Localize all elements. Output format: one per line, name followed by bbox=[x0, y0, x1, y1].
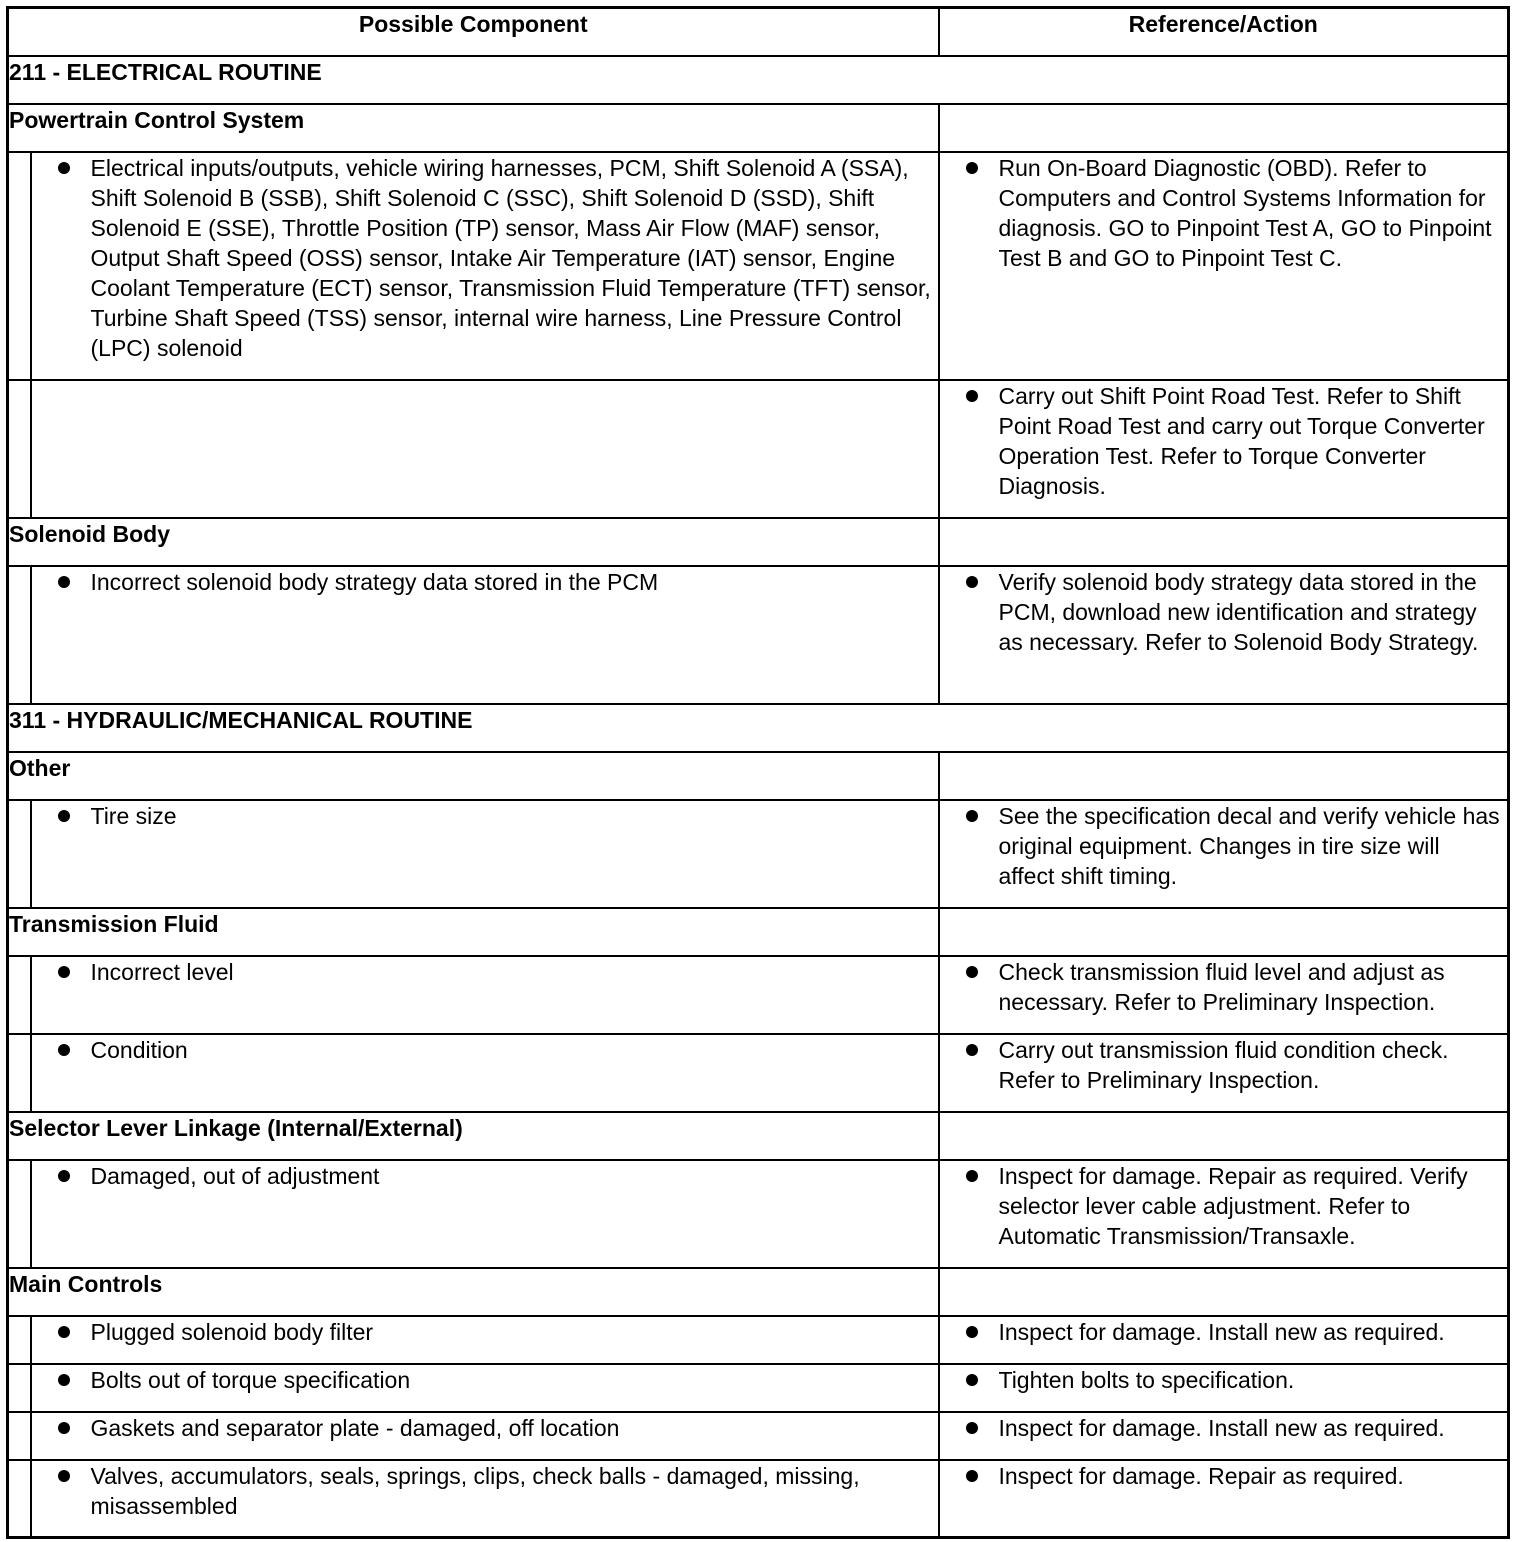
bullet-icon bbox=[58, 576, 70, 588]
action-cell bbox=[939, 1364, 1509, 1412]
action-text: Tighten bolts to specification. bbox=[998, 1366, 1295, 1393]
group-row bbox=[8, 1268, 1509, 1316]
component-text: Gaskets and separator plate - damaged, off location bbox=[90, 1414, 620, 1441]
indent-cell bbox=[8, 1034, 31, 1112]
action-text: Inspect for damage. Repair as required. bbox=[998, 1462, 1404, 1489]
component-cell bbox=[31, 1316, 939, 1364]
bullet-icon bbox=[966, 1422, 978, 1434]
group-title-solenoid-body: Solenoid Body bbox=[8, 518, 939, 566]
bullet-icon bbox=[966, 966, 978, 978]
bullet-icon bbox=[966, 1044, 978, 1056]
table-row bbox=[8, 1364, 1509, 1412]
empty-cell bbox=[939, 1112, 1509, 1160]
header-possible-component: Possible Component bbox=[8, 8, 939, 56]
action-cell bbox=[939, 1160, 1509, 1268]
indent-cell bbox=[8, 380, 31, 518]
empty-cell bbox=[939, 752, 1509, 800]
component-text: Damaged, out of adjustment bbox=[90, 1162, 380, 1189]
action-cell bbox=[939, 800, 1509, 908]
action-text: Inspect for damage. Install new as required. bbox=[998, 1414, 1445, 1441]
action-cell bbox=[939, 152, 1509, 380]
component-cell bbox=[31, 566, 939, 704]
indent-cell bbox=[8, 566, 31, 704]
bullet-icon bbox=[58, 1044, 70, 1056]
component-cell bbox=[31, 956, 939, 1034]
section-row bbox=[8, 56, 1509, 104]
action-cell bbox=[939, 566, 1509, 704]
component-cell bbox=[31, 1412, 939, 1460]
table-row bbox=[8, 152, 1509, 380]
empty-cell bbox=[939, 1268, 1509, 1316]
header-reference-action: Reference/Action bbox=[939, 8, 1509, 56]
section-row bbox=[8, 704, 1509, 752]
component-cell bbox=[31, 1460, 939, 1538]
table-row bbox=[8, 380, 1509, 518]
table-row bbox=[8, 1160, 1509, 1268]
bullet-icon bbox=[966, 1374, 978, 1386]
bullet-icon bbox=[966, 1470, 978, 1482]
action-cell bbox=[939, 956, 1509, 1034]
action-cell bbox=[939, 1460, 1509, 1538]
bullet-icon bbox=[966, 810, 978, 822]
component-cell bbox=[31, 152, 939, 380]
empty-cell bbox=[939, 908, 1509, 956]
bullet-icon bbox=[58, 1470, 70, 1482]
table-header-row bbox=[8, 8, 1509, 56]
indent-cell bbox=[8, 1460, 31, 1538]
indent-cell bbox=[8, 1160, 31, 1268]
action-text: Inspect for damage. Install new as required. bbox=[998, 1318, 1445, 1345]
group-title-transmission-fluid: Transmission Fluid bbox=[8, 908, 939, 956]
bullet-icon bbox=[58, 1374, 70, 1386]
action-cell bbox=[939, 1316, 1509, 1364]
action-cell bbox=[939, 380, 1509, 518]
bullet-icon bbox=[58, 162, 70, 174]
action-text: Carry out transmission fluid condition check. Refer to Preliminary Inspection. bbox=[998, 1036, 1449, 1093]
diagnosis-table bbox=[6, 6, 1510, 1539]
group-row bbox=[8, 752, 1509, 800]
component-cell bbox=[31, 800, 939, 908]
empty-cell bbox=[31, 380, 939, 518]
section-title-311: 311 - HYDRAULIC/MECHANICAL ROUTINE bbox=[8, 704, 1509, 752]
component-text: Electrical inputs/outputs, vehicle wiring harnesses, PCM, Shift Solenoid A (SSA), Shift Solenoid B (SSB), Shift Solenoid C (SSC), Shift Solenoid D (SSD), Shift Solenoid E (SSE), Throttle Position (TP) sensor, Mass Air Flow (MAF) sensor, Output Shaft Speed (OSS) sensor, Intake Air Temperature (IAT) sensor, Engine Coolant Temperature (ECT) sensor, Transmission Fluid Temperature (TFT) sensor, Turbine Shaft Speed (TSS) sensor, internal wire harness, Line Pressure Control (LPC) solenoid bbox=[90, 154, 931, 361]
group-title-powertrain: Powertrain Control System bbox=[8, 104, 939, 152]
empty-cell bbox=[939, 104, 1509, 152]
indent-cell bbox=[8, 1412, 31, 1460]
action-text: Inspect for damage. Repair as required. Verify selector lever cable adjustment. Refer to Automatic Transmission/Transaxle. bbox=[998, 1162, 1468, 1249]
group-title-other: Other bbox=[8, 752, 939, 800]
group-row bbox=[8, 908, 1509, 956]
table-row bbox=[8, 1034, 1509, 1112]
indent-cell bbox=[8, 956, 31, 1034]
component-cell bbox=[31, 1034, 939, 1112]
group-row bbox=[8, 518, 1509, 566]
bullet-icon bbox=[58, 1326, 70, 1338]
bullet-icon bbox=[58, 1422, 70, 1434]
indent-cell bbox=[8, 1364, 31, 1412]
table-row bbox=[8, 1460, 1509, 1538]
section-title-211: 211 - ELECTRICAL ROUTINE bbox=[8, 56, 1509, 104]
action-text: See the specification decal and verify vehicle has original equipment. Changes in tire size will affect shift timing. bbox=[998, 802, 1500, 889]
bullet-icon bbox=[58, 966, 70, 978]
bullet-icon bbox=[966, 576, 978, 588]
component-text: Bolts out of torque specification bbox=[90, 1366, 411, 1393]
component-text: Incorrect level bbox=[90, 958, 234, 985]
empty-cell bbox=[939, 518, 1509, 566]
component-text: Condition bbox=[90, 1036, 188, 1063]
bullet-icon bbox=[966, 390, 978, 402]
indent-cell bbox=[8, 152, 31, 380]
table-row bbox=[8, 956, 1509, 1034]
component-cell bbox=[31, 1364, 939, 1412]
group-title-selector-lever: Selector Lever Linkage (Internal/External) bbox=[8, 1112, 939, 1160]
table-row bbox=[8, 800, 1509, 908]
group-row bbox=[8, 104, 1509, 152]
action-text: Verify solenoid body strategy data stored in the PCM, download new identification and strategy as necessary. Refer to Solenoid Body Strategy. bbox=[998, 568, 1479, 655]
bullet-icon bbox=[966, 162, 978, 174]
bullet-icon bbox=[58, 810, 70, 822]
table-row bbox=[8, 566, 1509, 704]
group-title-main-controls: Main Controls bbox=[8, 1268, 939, 1316]
action-text: Carry out Shift Point Road Test. Refer to Shift Point Road Test and carry out Torque Converter Operation Test. Refer to Torque Converter Diagnosis. bbox=[998, 382, 1485, 499]
component-text: Incorrect solenoid body strategy data stored in the PCM bbox=[90, 568, 659, 595]
table-row bbox=[8, 1412, 1509, 1460]
bullet-icon bbox=[966, 1170, 978, 1182]
indent-cell bbox=[8, 800, 31, 908]
component-text: Valves, accumulators, seals, springs, clips, check balls - damaged, missing, misassembled bbox=[90, 1462, 860, 1519]
component-text: Tire size bbox=[90, 802, 177, 829]
component-cell bbox=[31, 1160, 939, 1268]
component-text: Plugged solenoid body filter bbox=[90, 1318, 374, 1345]
bullet-icon bbox=[58, 1170, 70, 1182]
action-text: Run On-Board Diagnostic (OBD). Refer to Computers and Control Systems Information for diagnosis. GO to Pinpoint Test A, GO to Pinpoint Test B and GO to Pinpoint Test C. bbox=[998, 154, 1492, 271]
action-text: Check transmission fluid level and adjust as necessary. Refer to Preliminary Inspection. bbox=[998, 958, 1445, 1015]
action-cell bbox=[939, 1412, 1509, 1460]
indent-cell bbox=[8, 1316, 31, 1364]
action-cell bbox=[939, 1034, 1509, 1112]
group-row bbox=[8, 1112, 1509, 1160]
table-row bbox=[8, 1316, 1509, 1364]
bullet-icon bbox=[966, 1326, 978, 1338]
